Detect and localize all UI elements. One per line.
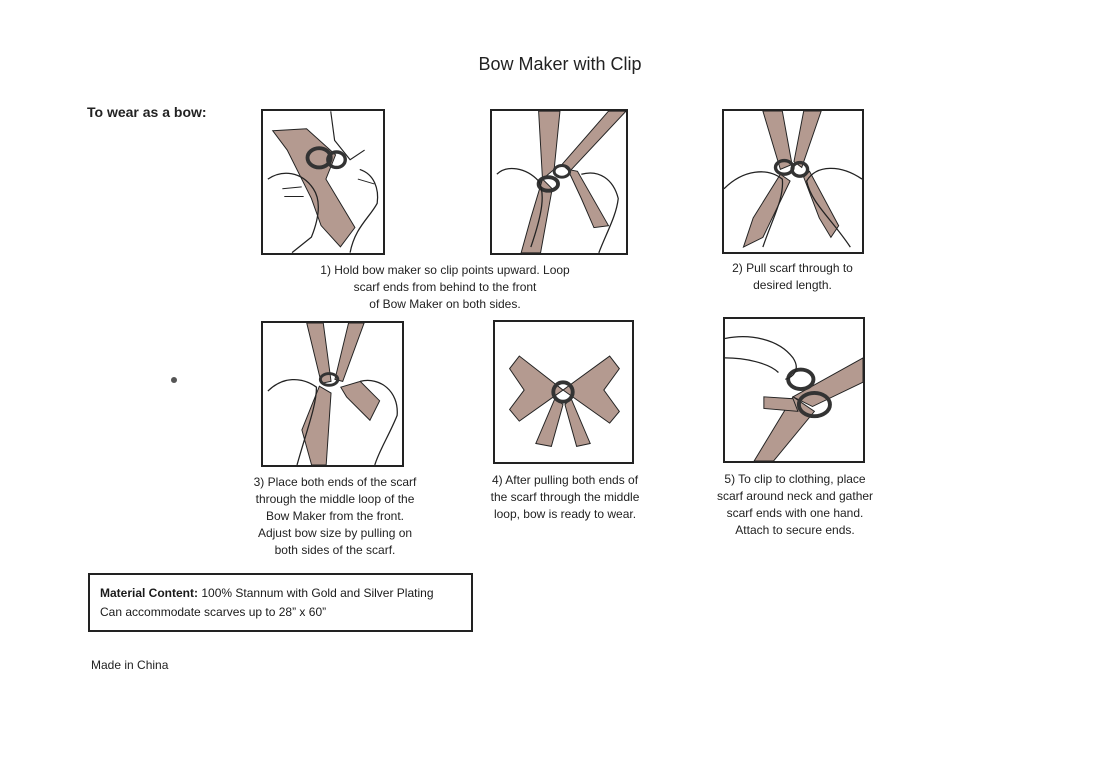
step-2-illustration <box>490 109 628 255</box>
material-value: 100% Stannum with Gold and Silver Plating <box>201 586 434 600</box>
step-1-caption: 1) Hold bow maker so clip points upward. Loop scarf ends from behind to the front of Bow Maker on both sides. <box>320 263 570 311</box>
section-heading: To wear as a bow: <box>87 104 207 120</box>
step-5-illustration <box>493 320 634 464</box>
step-3-caption: 3) Place both ends of the scarf through the middle loop of the Bow Maker from the front. Adjust bow size by pulling on both sides of the scarf. <box>253 475 417 557</box>
origin-note: Made in China <box>91 658 169 672</box>
step-6-illustration <box>723 317 865 463</box>
step-2-caption: 2) Pull scarf through to desired length. <box>732 261 853 292</box>
step-4-illustration <box>261 321 404 467</box>
scarf-capacity: Can accommodate scarves up to 28” x 60” <box>100 605 327 619</box>
step-1-illustration <box>261 109 385 255</box>
step-5-caption: 5) To clip to clothing, place scarf around neck and gather scarf ends with one hand. Attach to secure ends. <box>716 472 874 537</box>
page-title: Bow Maker with Clip <box>478 54 642 74</box>
step-3-illustration <box>722 109 864 254</box>
material-label: Material Content: <box>100 586 199 600</box>
step-4-caption: 4) After pulling both ends of the scarf through the middle loop, bow is ready to wear. <box>490 473 640 521</box>
material-content-box <box>88 573 473 632</box>
speck-mark <box>171 377 177 383</box>
